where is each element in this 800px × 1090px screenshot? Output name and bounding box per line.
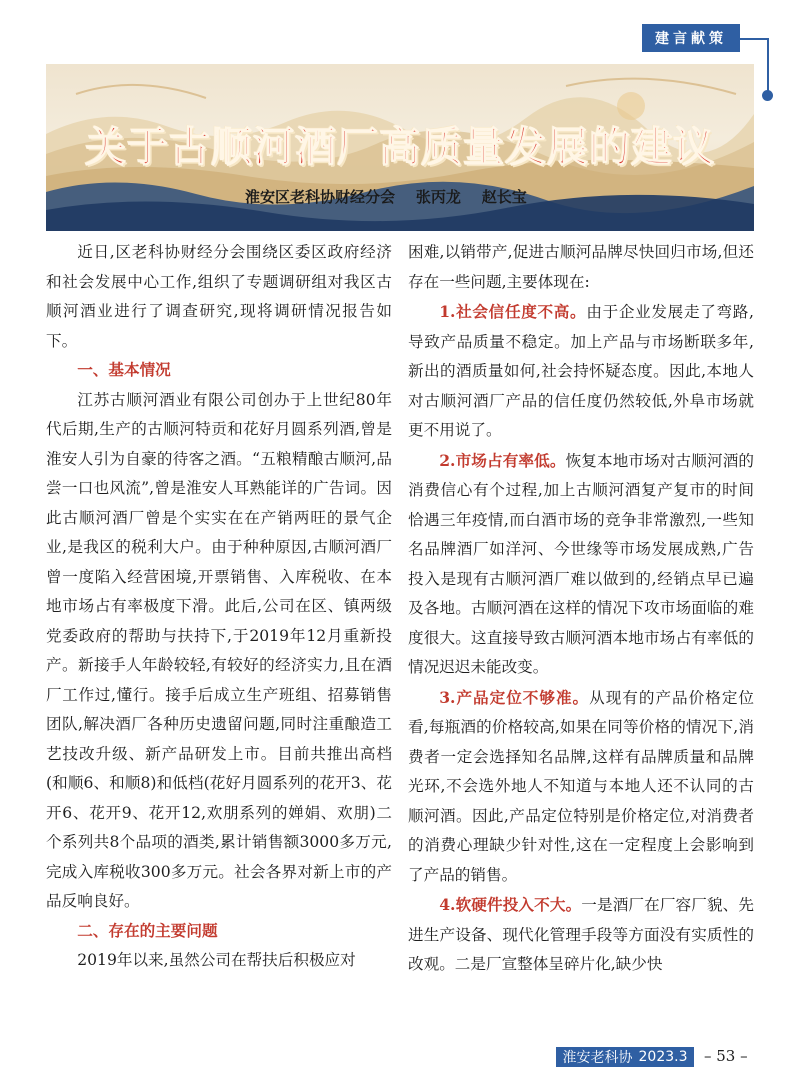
subheading-lead: 2.市场占有率低。 bbox=[439, 450, 566, 470]
section-heading: 一、基本情况 bbox=[77, 361, 171, 379]
subheading-lead: 3.产品定位不够准。 bbox=[439, 687, 590, 707]
paragraph bbox=[408, 890, 754, 980]
footer-magazine-tag bbox=[556, 1047, 694, 1067]
paragraph: 江苏古顺河酒业有限公司创办于上世纪80年代后期,生产的古顺河特贡和花好月圆系列酒,曾是淮安人引为自豪的待客之酒。“五粮精酿古顺河,品尝一口也风流”,曾是淮安人耳熟能详的广告词。因此古顺河酒厂曾是个实实在在产销两旺的景气企业,是我区的税利大户。由于种种原因,古顺河酒厂曾一度陷入经营困境,开票销售、入库税收、在本地市场占有率极度下滑。此后,公司在区、镇两级党委政府的帮助与扶持下,于2019年12月重新投产。新接手人年龄较轻,有较好的经济实力,且在酒厂工作过,懂行。接手后成立生产班组、招募销售团队,解决酒厂各种历史遗留问题,同时注重酿造工艺技改升级、新产品研发上市。目前共推出高档(和顺6、和顺8)和低档(花好月圆系列的花开3、花开6、花开9、花开12,欢朋系列的婵娟、欢朋)二个系列共8个品项的酒类,累计销售额3000多万元,完成入库税收300多万元。社会各界对新上市的产品反响良好。 bbox=[46, 390, 392, 910]
paragraph-text: 一是酒厂在厂容厂貌、先进生产设备、现代化管理手段等方面没有实质性的改观。二是厂宣整体呈碎片化,缺少快 bbox=[408, 896, 754, 973]
magazine-name: 淮安老科协 bbox=[562, 1050, 633, 1066]
article-title: 关于古顺河酒厂高质量发展的建议 bbox=[85, 123, 715, 171]
tag-connector-line-vertical bbox=[767, 38, 769, 94]
paragraph-text: 从现有的产品价格定位看,每瓶酒的价格较高,如果在同等价格的情况下,消费者一定会选择知名品牌,这样有品牌质量和品牌光环,不会选外地人不知道与本地人还不认同的古顺河酒。因此,产品定位特别是价格定位,对消费者的消费心理缺少针对性,这在一定程度上会影响到了产品的销售。 bbox=[408, 688, 754, 884]
tag-dot bbox=[762, 90, 773, 101]
section-tag: 建言献策 bbox=[642, 24, 740, 52]
paragraph bbox=[408, 683, 754, 891]
paragraph bbox=[408, 297, 754, 446]
section-heading: 二、存在的主要问题 bbox=[77, 921, 218, 940]
tag-connector-line bbox=[740, 38, 769, 40]
page-number: – 53 – bbox=[704, 1047, 748, 1065]
subheading-lead: 4.软硬件投入不大。 bbox=[439, 895, 582, 914]
paragraph-text: 恢复本地市场对古顺河酒的消费信心有个过程,加上古顺河酒复产复市的时间恰遇三年疫情,而白酒市场的竞争非常激烈,一些知名品牌酒厂如洋河、今世缘等市场发展成熟,广告投入是现有古顺河酒厂难以做到的,经销点早已遍及各地。古顺河酒在这样的情况下攻市场面临的难度很大。这直接导致古顺河酒本地市场占有率低的情况迟迟未能改变。 bbox=[408, 451, 754, 676]
issue-number: 2023.3 bbox=[638, 1049, 688, 1065]
subheading-lead: 1.社会信任度不高。 bbox=[439, 302, 587, 321]
left-column bbox=[46, 238, 392, 976]
paragraph-text: 由于企业发展走了弯路,导致产品质量不稳定。加上产品与市场断联多年,新出的酒质量如何,社会持怀疑态度。因此,本地人对古顺河酒厂产品的信任度仍然较低,外阜市场就更不用说了。 bbox=[408, 303, 754, 439]
paragraph: 困难,以销带产,促进古顺河品牌尽快回归市场,但还存在一些问题,主要体现在: bbox=[408, 243, 754, 291]
paragraph: 2019年以来,虽然公司在帮扶后积极应对 bbox=[77, 951, 356, 969]
article-authors: 淮安区老科协财经分会 张丙龙 赵长宝 bbox=[245, 188, 527, 206]
paragraph: 近日,区老科协财经分会围绕区委区政府经济和社会发展中心工作,组织了专题调研组对我区古顺河酒业进行了调查研究,现将调研情况报告如下。 bbox=[46, 243, 392, 350]
paragraph bbox=[408, 446, 754, 683]
right-column bbox=[408, 238, 754, 980]
